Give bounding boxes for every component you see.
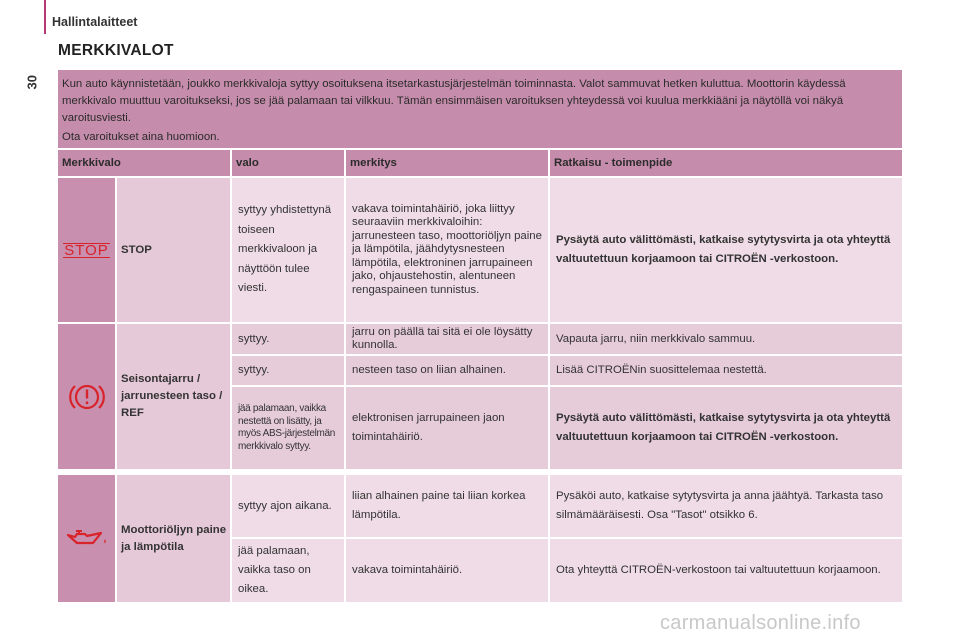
page-number: 30 bbox=[24, 75, 40, 90]
brake-row1-valo: syttyy. bbox=[232, 324, 344, 354]
oil-row2-ratkaisu: Ota yhteyttä CITROËN-verkostoon tai valtuutettuun korjaamoon. bbox=[550, 539, 902, 602]
stop-icon bbox=[58, 178, 115, 322]
header-valo: valo bbox=[232, 150, 344, 176]
stop-icon-text: STOP bbox=[64, 241, 109, 259]
watermark: carmanualsonline.info bbox=[660, 612, 861, 634]
brake-row2-merkitys: nesteen taso on liian alhainen. bbox=[346, 356, 548, 385]
oil-row2-valo: jää palamaan, vaikka taso on oikea. bbox=[232, 539, 344, 602]
section-header: Hallintalaitteet bbox=[52, 15, 138, 29]
oil-can-icon bbox=[58, 475, 115, 602]
margin-accent-line bbox=[44, 0, 46, 34]
brake-warning-icon-svg bbox=[67, 380, 107, 414]
stop-name: STOP bbox=[117, 178, 230, 322]
oil-can-icon-svg bbox=[65, 528, 109, 550]
header-merkkivalo: Merkkivalo bbox=[58, 150, 230, 176]
page-title: MERKKIVALOT bbox=[58, 42, 174, 59]
oil-name: Moottoriöljyn paine ja lämpötila bbox=[117, 475, 230, 602]
brake-row2-ratkaisu: Lisää CITROËNin suosittelemaa nestettä. bbox=[550, 356, 902, 385]
intro-paragraph-2: Ota varoitukset aina huomioon. bbox=[62, 131, 220, 143]
oil-row2-merkitys: vakava toimintahäiriö. bbox=[346, 539, 548, 602]
intro-box bbox=[58, 70, 902, 148]
stop-merkitys: vakava toimintahäiriö, joka liittyy seuraaviin merkkivaloihin: jarrunesteen taso, moottoriöljyn paine ja lämpötila, jäähdytysnesteen lämpötila, elektroninen jarrupaineen jako, ohjaustehostin, alentuneen rengaspaineen tunnistus. bbox=[346, 178, 548, 322]
brake-row2-valo: syttyy. bbox=[232, 356, 344, 385]
brake-row3-ratkaisu: Pysäytä auto välittömästi, katkaise sytytysvirta ja ota yhteyttä valtuutettuun korjaamoon tai CITROËN -verkostoon. bbox=[550, 387, 902, 469]
stop-valo: syttyy yhdistettynä toiseen merkkivaloon ja näyttöön tulee viesti. bbox=[232, 178, 344, 322]
oil-row1-valo: syttyy ajon aikana. bbox=[232, 475, 344, 537]
intro-paragraph-1: Kun auto käynnistetään, joukko merkkivaloja syttyy osoituksena itsetarkastusjärjestelmän toiminnasta. Valot sammuvat hetken kuluttua. Moottorin käydessä merkkivalo muuttuu varoitukseksi, jos se jää palamaan tai vilkkuu. Tämän ensimmäisen varoituksen yhteydessä voi kuulua merkkiääni ja näytöllä voi näkyä varoitusviesti. bbox=[62, 78, 846, 124]
brake-row1-ratkaisu: Vapauta jarru, niin merkkivalo sammuu. bbox=[550, 324, 902, 354]
oil-row1-merkitys: liian alhainen paine tai liian korkea lämpötila. bbox=[346, 475, 548, 537]
brake-row3-valo: jää palamaan, vaikka nestettä on lisätty, ja myös ABS-järjestelmän merkkivalo syttyy. bbox=[232, 387, 344, 469]
stop-ratkaisu: Pysäytä auto välittömästi, katkaise sytytysvirta ja ota yhteyttä valtuutettuun korjaamoon tai CITROËN -verkostoon. bbox=[550, 178, 902, 322]
brake-warning-icon bbox=[58, 324, 115, 469]
header-merkitys: merkitys bbox=[346, 150, 548, 176]
oil-row1-ratkaisu: Pysäköi auto, katkaise sytytysvirta ja anna jäähtyä. Tarkasta taso silmämääräisesti. Osa "Tasot" otsikko 6. bbox=[550, 475, 902, 537]
brake-row1-merkitys: jarru on päällä tai sitä ei ole löysätty kunnolla. bbox=[346, 324, 548, 354]
header-ratkaisu: Ratkaisu - toimenpide bbox=[550, 150, 902, 176]
brake-name: Seisontajarru / jarrunesteen taso / REF bbox=[117, 324, 230, 469]
brake-row3-merkitys: elektronisen jarrupaineen jaon toimintahäiriö. bbox=[346, 387, 548, 469]
